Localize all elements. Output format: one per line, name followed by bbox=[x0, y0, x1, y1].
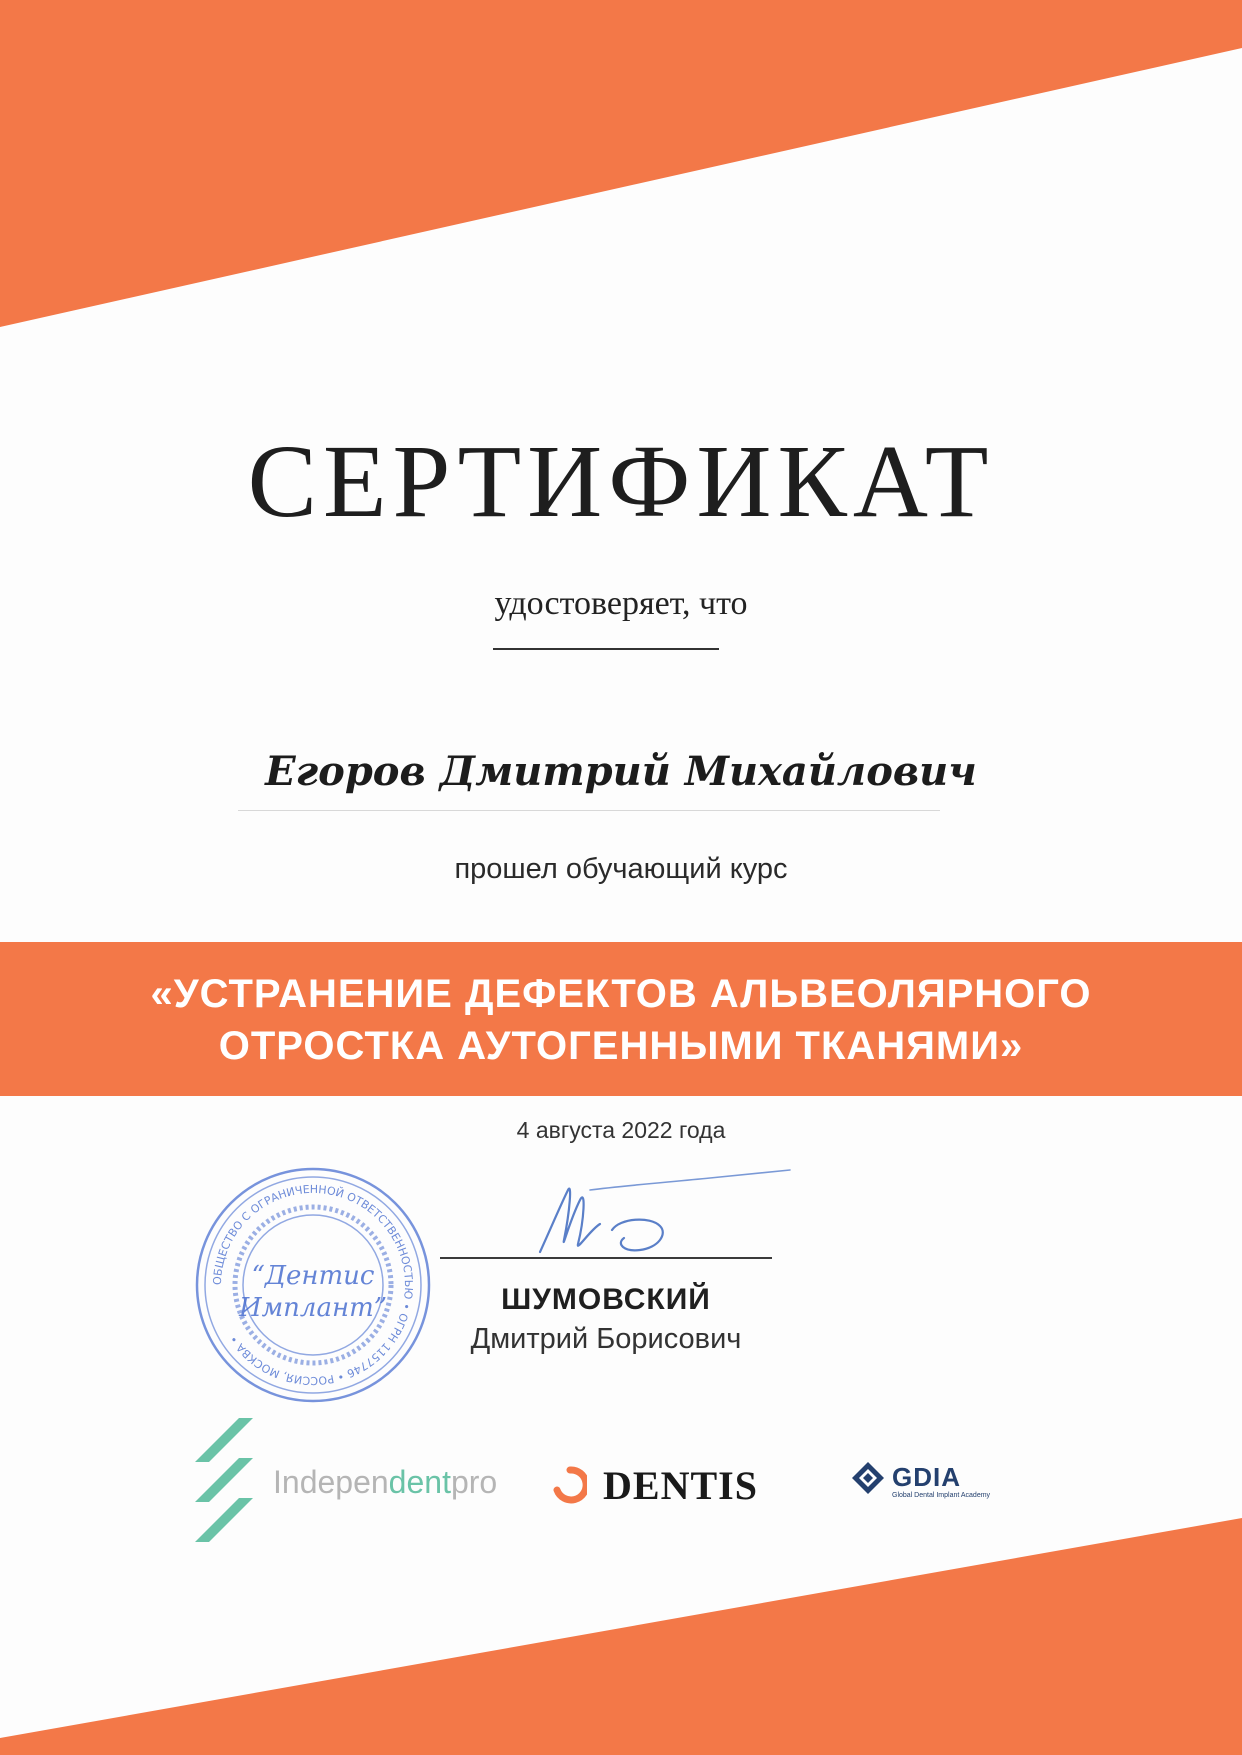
dentis-logo bbox=[553, 1462, 793, 1512]
divider bbox=[493, 648, 719, 650]
course-title-line-2: ОТРОСТКА АУТОГЕННЫМИ ТКАНЯМИ» bbox=[218, 1024, 1024, 1068]
independentpro-mark-icon bbox=[195, 1418, 255, 1544]
course-title-line-1: «УСТРАНЕНИЕ ДЕФЕКТОВ АЛЬВЕОЛЯРНОГО bbox=[150, 972, 1092, 1016]
independentpro-logo bbox=[195, 1418, 525, 1544]
certificate-subtitle: удостоверяет, что bbox=[494, 585, 748, 622]
seal-center-line-1: “Дентис bbox=[251, 1261, 375, 1291]
gdia-logo bbox=[850, 1460, 1000, 1510]
recipient-name: Егоров Дмитрий Михайлович bbox=[265, 748, 977, 795]
gdia-tagline: Global Dental Implant Academy bbox=[892, 1492, 991, 1499]
seal-center-line-2: Имплант” bbox=[238, 1293, 388, 1323]
course-title bbox=[0, 968, 1242, 1072]
certificate-date: 4 августа 2022 года bbox=[516, 1117, 726, 1143]
seal-center-text bbox=[193, 1260, 433, 1324]
name-underline bbox=[238, 810, 940, 811]
independentpro-suffix: pro bbox=[450, 1464, 498, 1500]
top-orange-band bbox=[0, 0, 1242, 327]
bottom-orange-band bbox=[0, 1518, 1242, 1755]
independentpro-wordmark bbox=[273, 1464, 497, 1501]
certificate-title: СЕРТИФИКАТ bbox=[247, 424, 995, 539]
handwritten-signature bbox=[520, 1160, 800, 1270]
independentpro-accent: dent bbox=[388, 1464, 451, 1500]
signer-last-name: ШУМОВСКИЙ bbox=[501, 1283, 711, 1316]
signature-line bbox=[440, 1257, 772, 1259]
course-intro: прошел обучающий курс bbox=[454, 853, 788, 885]
dentis-mark-icon bbox=[553, 1466, 587, 1504]
dentis-wordmark: DENTIS bbox=[603, 1463, 758, 1508]
signer-first-names: Дмитрий Борисович bbox=[470, 1323, 742, 1355]
gdia-wordmark: GDIA bbox=[892, 1462, 961, 1492]
independentpro-prefix: Indepen bbox=[273, 1464, 389, 1500]
gdia-diamond-icon bbox=[850, 1460, 886, 1496]
seal-ring-text: ОБЩЕСТВО С ОГРАНИЧЕННОЙ ОТВЕТСТВЕННОСТЬЮ • ОГРН 1157746 • РОССИЯ, МОСКВА • bbox=[210, 1182, 416, 1388]
